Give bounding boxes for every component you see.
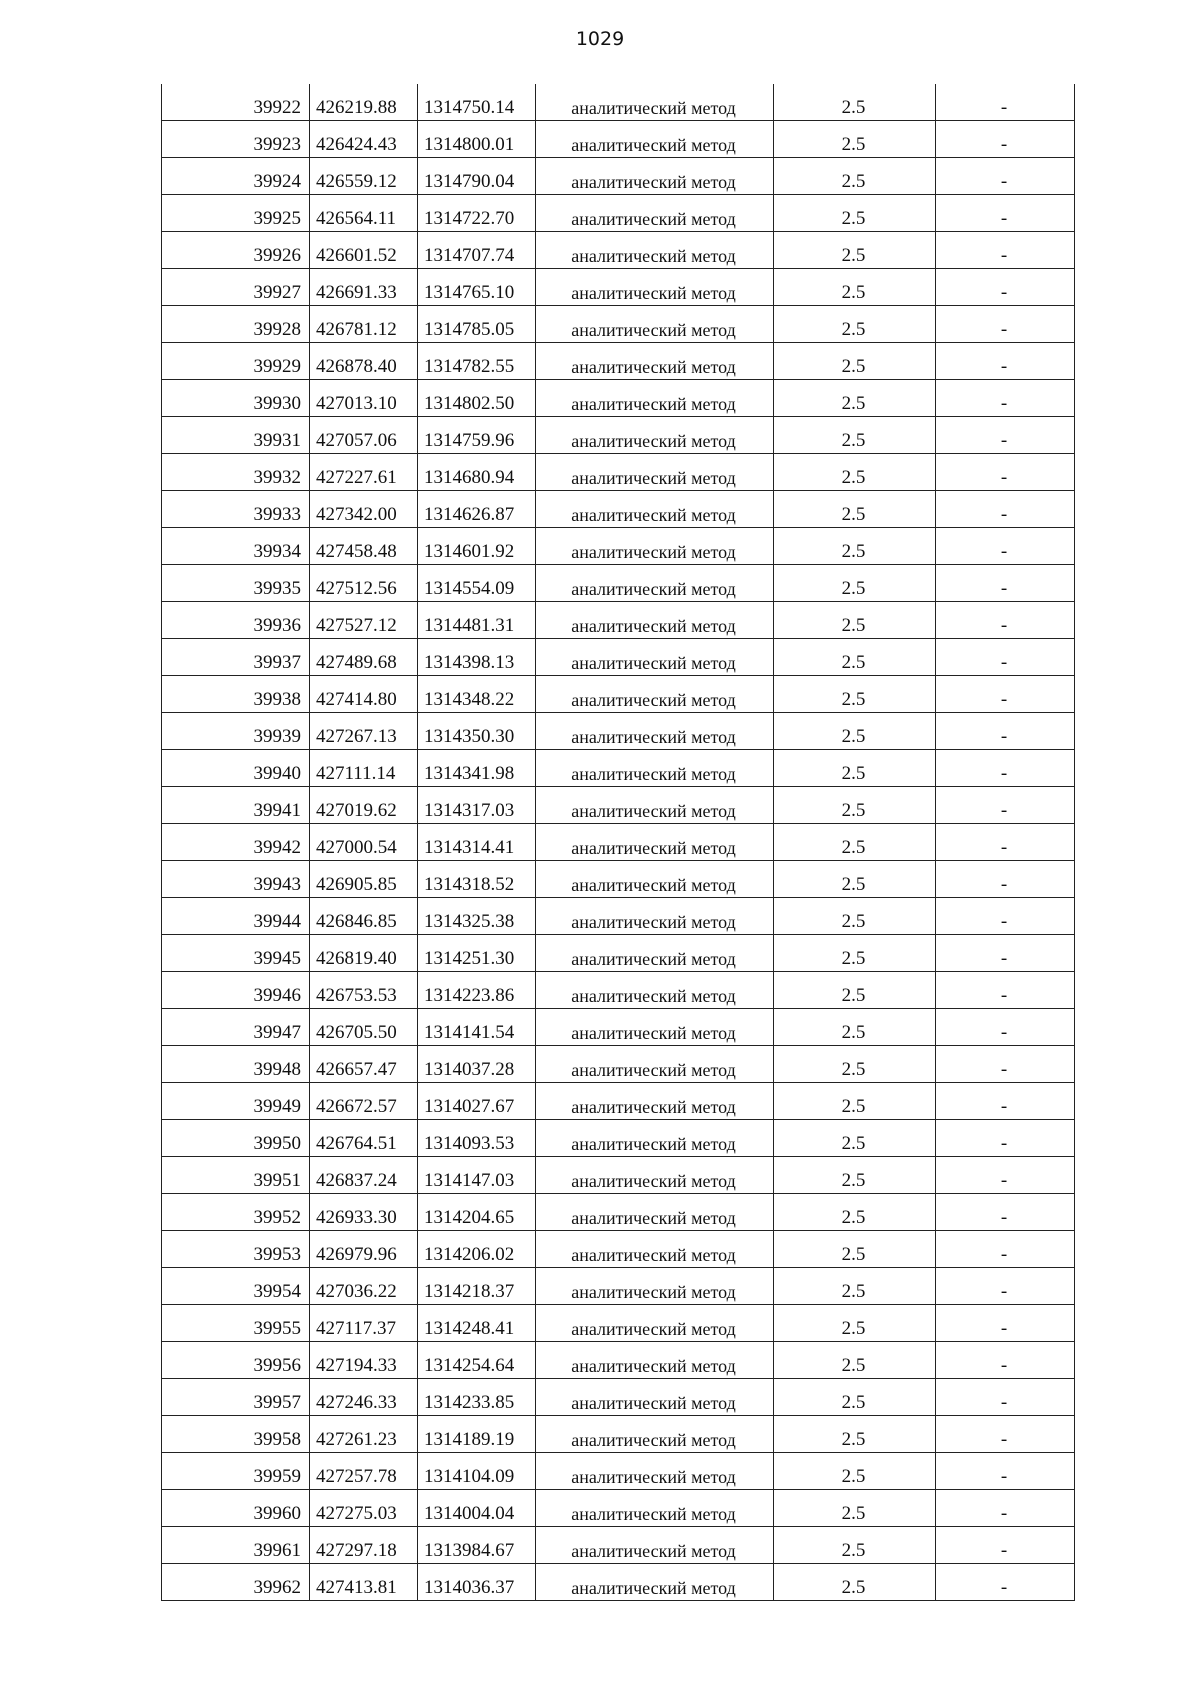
note-cell: - [936,306,1075,343]
point-number-cell: 39931 [162,417,310,454]
accuracy-cell: 2.5 [774,269,936,306]
point-number-cell: 39930 [162,380,310,417]
table-row [162,306,1075,343]
accuracy-cell: 2.5 [774,1305,936,1342]
accuracy-cell: 2.5 [774,1453,936,1490]
point-number-cell: 39961 [162,1527,310,1564]
accuracy-cell: 2.5 [774,491,936,528]
y-coordinate-cell: 1314348.22 [418,676,536,713]
table-row [162,639,1075,676]
note-cell: - [936,269,1075,306]
x-coordinate-cell: 427275.03 [310,1490,418,1527]
point-number-cell: 39954 [162,1268,310,1305]
y-coordinate-cell: 1314800.01 [418,121,536,158]
table-row [162,1379,1075,1416]
y-coordinate-cell: 1314218.37 [418,1268,536,1305]
method-cell: аналитический метод [536,269,774,306]
point-number-cell: 39936 [162,602,310,639]
accuracy-cell: 2.5 [774,343,936,380]
y-coordinate-cell: 1314680.94 [418,454,536,491]
accuracy-cell: 2.5 [774,750,936,787]
table-row [162,1120,1075,1157]
accuracy-cell: 2.5 [774,528,936,565]
x-coordinate-cell: 426657.47 [310,1046,418,1083]
table-row [162,417,1075,454]
point-number-cell: 39939 [162,713,310,750]
point-number-cell: 39945 [162,935,310,972]
table-row [162,676,1075,713]
x-coordinate-cell: 427019.62 [310,787,418,824]
method-cell: аналитический метод [536,306,774,343]
point-number-cell: 39956 [162,1342,310,1379]
method-cell: аналитический метод [536,343,774,380]
point-number-cell: 39934 [162,528,310,565]
note-cell: - [936,565,1075,602]
point-number-cell: 39926 [162,232,310,269]
note-cell: - [936,972,1075,1009]
table-row [162,121,1075,158]
method-cell: аналитический метод [536,898,774,935]
y-coordinate-cell: 1314398.13 [418,639,536,676]
table-row [162,232,1075,269]
note-cell: - [936,528,1075,565]
y-coordinate-cell: 1314759.96 [418,417,536,454]
y-coordinate-cell: 1314318.52 [418,861,536,898]
note-cell: - [936,232,1075,269]
note-cell: - [936,639,1075,676]
x-coordinate-cell: 427342.00 [310,491,418,528]
note-cell: - [936,417,1075,454]
accuracy-cell: 2.5 [774,565,936,602]
method-cell: аналитический метод [536,417,774,454]
table-row [162,1490,1075,1527]
note-cell: - [936,380,1075,417]
x-coordinate-cell: 427257.78 [310,1453,418,1490]
accuracy-cell: 2.5 [774,232,936,269]
accuracy-cell: 2.5 [774,639,936,676]
x-coordinate-cell: 427512.56 [310,565,418,602]
point-number-cell: 39959 [162,1453,310,1490]
x-coordinate-cell: 427000.54 [310,824,418,861]
note-cell: - [936,750,1075,787]
y-coordinate-cell: 1314233.85 [418,1379,536,1416]
y-coordinate-cell: 1314254.64 [418,1342,536,1379]
accuracy-cell: 2.5 [774,1194,936,1231]
table-row [162,1268,1075,1305]
point-number-cell: 39941 [162,787,310,824]
method-cell: аналитический метод [536,750,774,787]
x-coordinate-cell: 426219.88 [310,84,418,121]
point-number-cell: 39923 [162,121,310,158]
accuracy-cell: 2.5 [774,602,936,639]
point-number-cell: 39955 [162,1305,310,1342]
table-row [162,565,1075,602]
table-row [162,972,1075,1009]
y-coordinate-cell: 1314093.53 [418,1120,536,1157]
method-cell: аналитический метод [536,491,774,528]
accuracy-cell: 2.5 [774,861,936,898]
accuracy-cell: 2.5 [774,1009,936,1046]
x-coordinate-cell: 426878.40 [310,343,418,380]
table-row [162,1416,1075,1453]
x-coordinate-cell: 426691.33 [310,269,418,306]
method-cell: аналитический метод [536,676,774,713]
table-row [162,824,1075,861]
point-number-cell: 39960 [162,1490,310,1527]
accuracy-cell: 2.5 [774,1564,936,1601]
y-coordinate-cell: 1314037.28 [418,1046,536,1083]
y-coordinate-cell: 1314147.03 [418,1157,536,1194]
accuracy-cell: 2.5 [774,935,936,972]
method-cell: аналитический метод [536,84,774,121]
x-coordinate-cell: 426933.30 [310,1194,418,1231]
accuracy-cell: 2.5 [774,1268,936,1305]
y-coordinate-cell: 1314481.31 [418,602,536,639]
y-coordinate-cell: 1314782.55 [418,343,536,380]
y-coordinate-cell: 1314027.67 [418,1083,536,1120]
method-cell: аналитический метод [536,1453,774,1490]
point-number-cell: 39935 [162,565,310,602]
note-cell: - [936,824,1075,861]
method-cell: аналитический метод [536,972,774,1009]
x-coordinate-cell: 426837.24 [310,1157,418,1194]
table-row [162,1527,1075,1564]
point-number-cell: 39957 [162,1379,310,1416]
note-cell: - [936,1379,1075,1416]
note-cell: - [936,121,1075,158]
x-coordinate-cell: 427413.81 [310,1564,418,1601]
point-number-cell: 39928 [162,306,310,343]
y-coordinate-cell: 1314722.70 [418,195,536,232]
y-coordinate-cell: 1314785.05 [418,306,536,343]
point-number-cell: 39949 [162,1083,310,1120]
y-coordinate-cell: 1314004.04 [418,1490,536,1527]
accuracy-cell: 2.5 [774,1157,936,1194]
x-coordinate-cell: 427227.61 [310,454,418,491]
table-row [162,1564,1075,1601]
accuracy-cell: 2.5 [774,713,936,750]
x-coordinate-cell: 426672.57 [310,1083,418,1120]
table-row [162,1342,1075,1379]
point-number-cell: 39948 [162,1046,310,1083]
point-number-cell: 39962 [162,1564,310,1601]
table-row [162,861,1075,898]
method-cell: аналитический метод [536,1342,774,1379]
table-row [162,1231,1075,1268]
note-cell: - [936,1564,1075,1601]
point-number-cell: 39943 [162,861,310,898]
y-coordinate-cell: 1314141.54 [418,1009,536,1046]
accuracy-cell: 2.5 [774,1120,936,1157]
y-coordinate-cell: 1314251.30 [418,935,536,972]
point-number-cell: 39937 [162,639,310,676]
note-cell: - [936,861,1075,898]
x-coordinate-cell: 427489.68 [310,639,418,676]
point-number-cell: 39933 [162,491,310,528]
method-cell: аналитический метод [536,1490,774,1527]
note-cell: - [936,1231,1075,1268]
x-coordinate-cell: 427013.10 [310,380,418,417]
table-row [162,1046,1075,1083]
table-row [162,454,1075,491]
coordinates-table [161,84,1075,1601]
table-row [162,528,1075,565]
table-row [162,602,1075,639]
point-number-cell: 39946 [162,972,310,1009]
method-cell: аналитический метод [536,1120,774,1157]
x-coordinate-cell: 426424.43 [310,121,418,158]
accuracy-cell: 2.5 [774,676,936,713]
x-coordinate-cell: 427414.80 [310,676,418,713]
y-coordinate-cell: 1314601.92 [418,528,536,565]
accuracy-cell: 2.5 [774,1490,936,1527]
x-coordinate-cell: 426705.50 [310,1009,418,1046]
note-cell: - [936,491,1075,528]
method-cell: аналитический метод [536,602,774,639]
x-coordinate-cell: 427117.37 [310,1305,418,1342]
method-cell: аналитический метод [536,787,774,824]
y-coordinate-cell: 1314750.14 [418,84,536,121]
note-cell: - [936,935,1075,972]
accuracy-cell: 2.5 [774,1231,936,1268]
table-row [162,1305,1075,1342]
x-coordinate-cell: 426846.85 [310,898,418,935]
table-row [162,787,1075,824]
note-cell: - [936,454,1075,491]
note-cell: - [936,1083,1075,1120]
note-cell: - [936,195,1075,232]
note-cell: - [936,1416,1075,1453]
table-row [162,1194,1075,1231]
note-cell: - [936,1268,1075,1305]
accuracy-cell: 2.5 [774,84,936,121]
point-number-cell: 39953 [162,1231,310,1268]
y-coordinate-cell: 1314189.19 [418,1416,536,1453]
y-coordinate-cell: 1314325.38 [418,898,536,935]
table-row [162,1009,1075,1046]
accuracy-cell: 2.5 [774,972,936,1009]
note-cell: - [936,1046,1075,1083]
method-cell: аналитический метод [536,380,774,417]
y-coordinate-cell: 1314765.10 [418,269,536,306]
accuracy-cell: 2.5 [774,898,936,935]
table-row [162,84,1075,121]
note-cell: - [936,343,1075,380]
method-cell: аналитический метод [536,935,774,972]
x-coordinate-cell: 426764.51 [310,1120,418,1157]
x-coordinate-cell: 427111.14 [310,750,418,787]
note-cell: - [936,1342,1075,1379]
table-row [162,898,1075,935]
x-coordinate-cell: 426979.96 [310,1231,418,1268]
table-row [162,935,1075,972]
accuracy-cell: 2.5 [774,1379,936,1416]
accuracy-cell: 2.5 [774,1046,936,1083]
note-cell: - [936,1305,1075,1342]
x-coordinate-cell: 427057.06 [310,417,418,454]
table-row [162,1157,1075,1194]
table-row [162,269,1075,306]
note-cell: - [936,1194,1075,1231]
y-coordinate-cell: 1314350.30 [418,713,536,750]
point-number-cell: 39940 [162,750,310,787]
method-cell: аналитический метод [536,565,774,602]
point-number-cell: 39938 [162,676,310,713]
page-number: 1029 [575,28,625,50]
method-cell: аналитический метод [536,824,774,861]
method-cell: аналитический метод [536,528,774,565]
y-coordinate-cell: 1314707.74 [418,232,536,269]
method-cell: аналитический метод [536,1268,774,1305]
method-cell: аналитический метод [536,1083,774,1120]
note-cell: - [936,787,1075,824]
table-row [162,1453,1075,1490]
accuracy-cell: 2.5 [774,121,936,158]
accuracy-cell: 2.5 [774,1527,936,1564]
y-coordinate-cell: 1314206.02 [418,1231,536,1268]
method-cell: аналитический метод [536,713,774,750]
point-number-cell: 39944 [162,898,310,935]
method-cell: аналитический метод [536,1379,774,1416]
x-coordinate-cell: 427261.23 [310,1416,418,1453]
x-coordinate-cell: 426559.12 [310,158,418,195]
table-row [162,1083,1075,1120]
table-row [162,380,1075,417]
accuracy-cell: 2.5 [774,454,936,491]
note-cell: - [936,676,1075,713]
method-cell: аналитический метод [536,1416,774,1453]
table-row [162,491,1075,528]
method-cell: аналитический метод [536,195,774,232]
note-cell: - [936,1120,1075,1157]
method-cell: аналитический метод [536,1527,774,1564]
method-cell: аналитический метод [536,232,774,269]
x-coordinate-cell: 426781.12 [310,306,418,343]
x-coordinate-cell: 427458.48 [310,528,418,565]
x-coordinate-cell: 427527.12 [310,602,418,639]
point-number-cell: 39929 [162,343,310,380]
note-cell: - [936,158,1075,195]
accuracy-cell: 2.5 [774,158,936,195]
y-coordinate-cell: 1314204.65 [418,1194,536,1231]
note-cell: - [936,713,1075,750]
point-number-cell: 39942 [162,824,310,861]
note-cell: - [936,1157,1075,1194]
method-cell: аналитический метод [536,1564,774,1601]
method-cell: аналитический метод [536,1046,774,1083]
table-row [162,158,1075,195]
y-coordinate-cell: 1314036.37 [418,1564,536,1601]
method-cell: аналитический метод [536,121,774,158]
accuracy-cell: 2.5 [774,306,936,343]
point-number-cell: 39932 [162,454,310,491]
point-number-cell: 39952 [162,1194,310,1231]
accuracy-cell: 2.5 [774,787,936,824]
x-coordinate-cell: 426753.53 [310,972,418,1009]
point-number-cell: 39947 [162,1009,310,1046]
accuracy-cell: 2.5 [774,1416,936,1453]
table-row [162,713,1075,750]
method-cell: аналитический метод [536,639,774,676]
accuracy-cell: 2.5 [774,1083,936,1120]
point-number-cell: 39951 [162,1157,310,1194]
table-row [162,195,1075,232]
point-number-cell: 39924 [162,158,310,195]
note-cell: - [936,1009,1075,1046]
note-cell: - [936,1490,1075,1527]
y-coordinate-cell: 1314341.98 [418,750,536,787]
method-cell: аналитический метод [536,1157,774,1194]
method-cell: аналитический метод [536,1305,774,1342]
y-coordinate-cell: 1314223.86 [418,972,536,1009]
y-coordinate-cell: 1313984.67 [418,1527,536,1564]
note-cell: - [936,898,1075,935]
x-coordinate-cell: 426601.52 [310,232,418,269]
table-row [162,343,1075,380]
point-number-cell: 39958 [162,1416,310,1453]
method-cell: аналитический метод [536,1231,774,1268]
method-cell: аналитический метод [536,158,774,195]
x-coordinate-cell: 426905.85 [310,861,418,898]
method-cell: аналитический метод [536,861,774,898]
x-coordinate-cell: 426819.40 [310,935,418,972]
accuracy-cell: 2.5 [774,195,936,232]
table-row [162,750,1075,787]
accuracy-cell: 2.5 [774,1342,936,1379]
y-coordinate-cell: 1314314.41 [418,824,536,861]
x-coordinate-cell: 426564.11 [310,195,418,232]
method-cell: аналитический метод [536,1009,774,1046]
y-coordinate-cell: 1314626.87 [418,491,536,528]
y-coordinate-cell: 1314317.03 [418,787,536,824]
point-number-cell: 39922 [162,84,310,121]
x-coordinate-cell: 427194.33 [310,1342,418,1379]
x-coordinate-cell: 427297.18 [310,1527,418,1564]
method-cell: аналитический метод [536,454,774,491]
point-number-cell: 39927 [162,269,310,306]
y-coordinate-cell: 1314802.50 [418,380,536,417]
note-cell: - [936,1527,1075,1564]
method-cell: аналитический метод [536,1194,774,1231]
y-coordinate-cell: 1314554.09 [418,565,536,602]
x-coordinate-cell: 427267.13 [310,713,418,750]
accuracy-cell: 2.5 [774,824,936,861]
y-coordinate-cell: 1314790.04 [418,158,536,195]
x-coordinate-cell: 427246.33 [310,1379,418,1416]
coordinates-table-body [162,84,1075,1601]
x-coordinate-cell: 427036.22 [310,1268,418,1305]
accuracy-cell: 2.5 [774,380,936,417]
note-cell: - [936,1453,1075,1490]
y-coordinate-cell: 1314248.41 [418,1305,536,1342]
accuracy-cell: 2.5 [774,417,936,454]
point-number-cell: 39950 [162,1120,310,1157]
y-coordinate-cell: 1314104.09 [418,1453,536,1490]
point-number-cell: 39925 [162,195,310,232]
note-cell: - [936,602,1075,639]
note-cell: - [936,84,1075,121]
